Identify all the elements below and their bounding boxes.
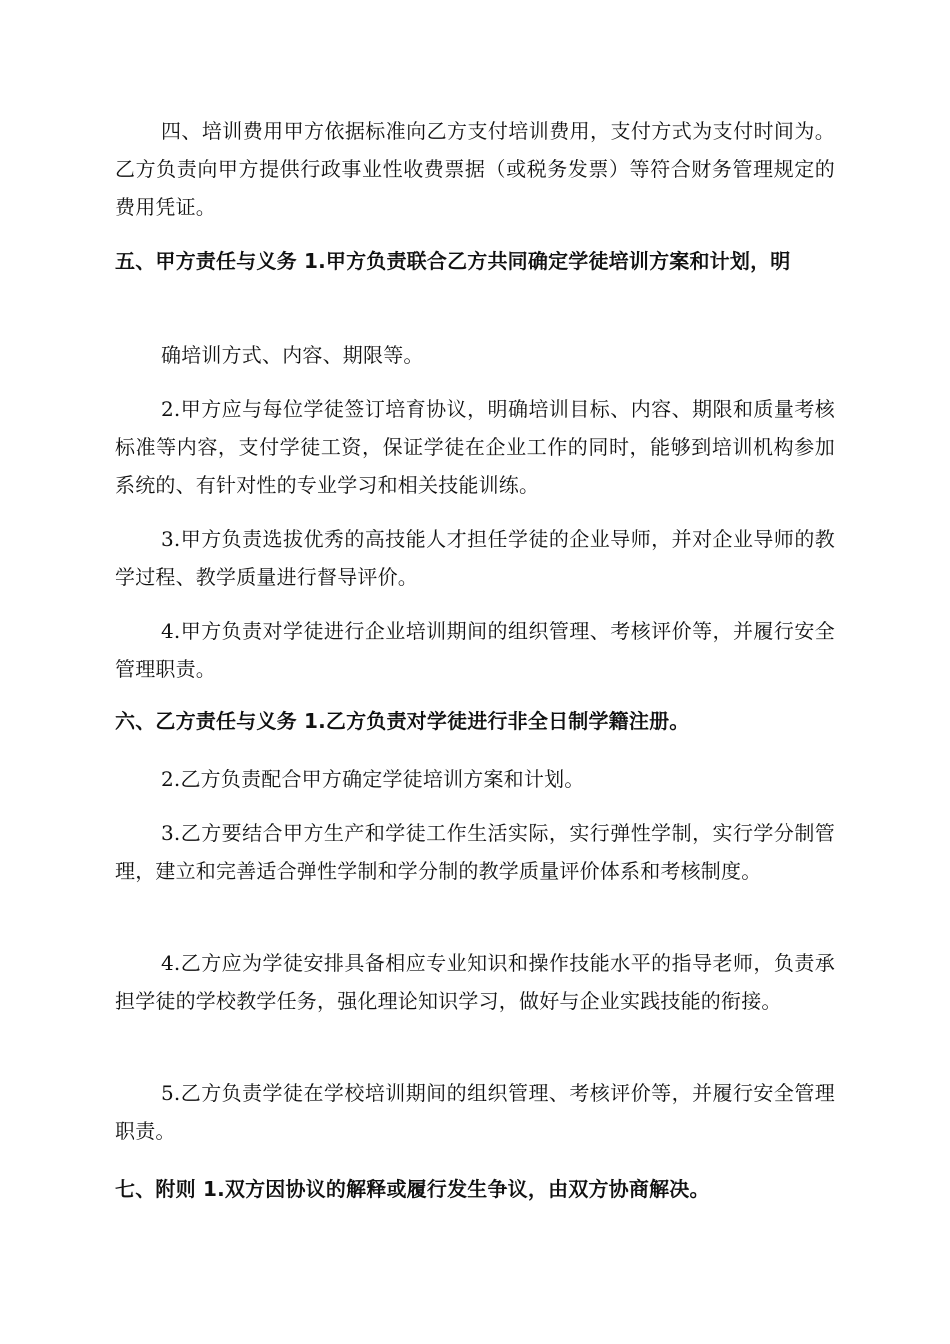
- heading-supplementary: 七、附则 1.双方因协议的解释或履行发生争议，由双方协商解决。: [115, 1177, 710, 1201]
- paragraph-party-a-cont: 确培训方式、内容、期限等。: [161, 343, 424, 367]
- paragraph-party-a-item-4: 4.甲方负责对学徒进行企业培训期间的组织管理、考核评价等，并履行安全管理职责。: [115, 619, 835, 681]
- paragraph-party-b-item-3: 3.乙方要结合甲方生产和学徒工作生活实际，实行弹性学制，实行学分制管理，建立和完善适合弹性学制和学分制的教学质量评价体系和考核制度。: [115, 821, 835, 883]
- paragraph-party-a-item-2: 2.甲方应与每位学徒签订培育协议，明确培训目标、内容、期限和质量考核标准等内容，支付学徒工资，保证学徒在企业工作的同时，能够到培训机构参加系统的、有针对性的专业学习和相关技能训练。: [115, 397, 835, 497]
- heading-party-b-duties: 六、乙方责任与义务 1.乙方负责对学徒进行非全日制学籍注册。: [115, 709, 690, 733]
- paragraph-party-b-item-5: 5.乙方负责学徒在学校培训期间的组织管理、考核评价等，并履行安全管理职责。: [115, 1081, 835, 1143]
- heading-party-a-duties: 五、甲方责任与义务 1.甲方负责联合乙方共同确定学徒培训方案和计划，明: [115, 249, 791, 273]
- paragraph-party-b-item-2: 2.乙方负责配合甲方确定学徒培训方案和计划。: [161, 767, 585, 791]
- paragraph-training-fees: 四、培训费用甲方依据标准向乙方支付培训费用，支付方式为支付时间为。乙方负责向甲方提供行政事业性收费票据（或税务发票）等符合财务管理规定的费用凭证。: [115, 119, 835, 219]
- paragraph-party-b-item-4: 4.乙方应为学徒安排具备相应专业知识和操作技能水平的指导老师，负责承担学徒的学校教学任务，强化理论知识学习，做好与企业实践技能的衔接。: [115, 951, 835, 1013]
- paragraph-party-a-item-3: 3.甲方负责选拔优秀的高技能人才担任学徒的企业导师，并对企业导师的教学过程、教学质量进行督导评价。: [115, 527, 835, 589]
